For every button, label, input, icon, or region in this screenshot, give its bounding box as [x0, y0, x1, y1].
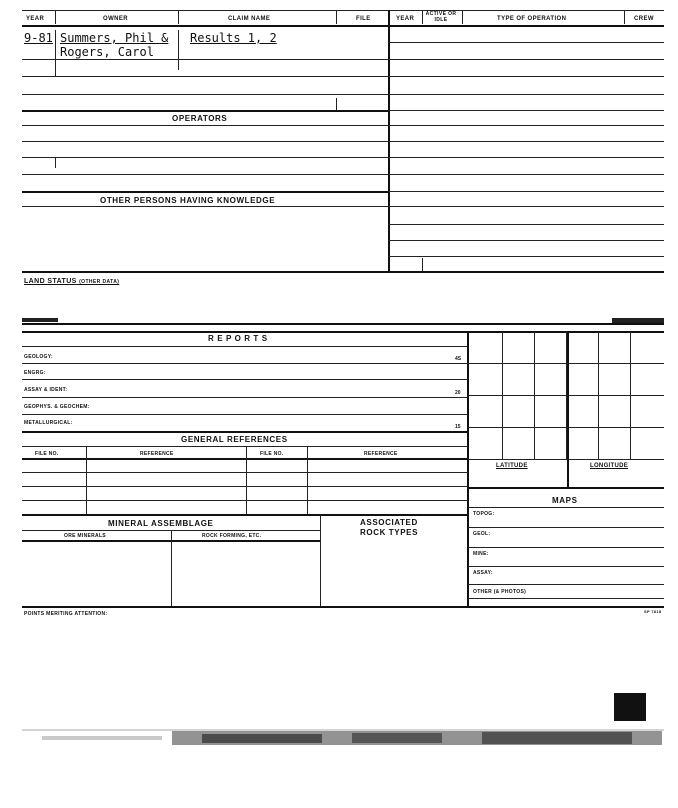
report-row-number: 15	[455, 424, 461, 430]
report-row-number: 20	[455, 390, 461, 396]
reports-right-divider	[467, 331, 469, 606]
latitude-label: LATITUDE	[496, 463, 528, 469]
points-meriting-attention-label: POINTS MERITING ATTENTION:	[24, 611, 108, 617]
land-status-sub-label: (OTHER DATA)	[79, 279, 120, 285]
entry-year: 9-81	[24, 31, 53, 45]
ref-header-file-no: FILE NO.	[35, 451, 59, 457]
reports-title: R E P O R T S	[208, 334, 268, 343]
ref-header-file-no-2: FILE NO.	[260, 451, 284, 457]
report-row-label: ASSAY & IDENT:	[24, 387, 68, 393]
report-row-number: 4S	[455, 356, 462, 362]
header-file: FILE	[356, 16, 371, 22]
maps-row-assay: ASSAY:	[473, 570, 493, 576]
header-crew: CREW	[634, 16, 654, 22]
report-row-label: GEOPHYS. & GEOCHEM:	[24, 404, 90, 410]
form-number: SP 7818	[644, 609, 662, 614]
entry-owner-line2: Rogers, Carol	[60, 45, 154, 59]
rock-forming-header: ROCK FORMING, ETC.	[202, 533, 262, 539]
mineral-assemblage-title: MINERAL ASSEMBLAGE	[108, 519, 214, 528]
entry-claim-name: Results 1, 2	[190, 31, 277, 45]
maps-row-topog: TOPOG:	[473, 511, 495, 517]
report-row-label: ENGRG:	[24, 370, 46, 376]
general-references-title: GENERAL REFERENCES	[181, 435, 288, 444]
header-year: YEAR	[26, 16, 45, 22]
maps-row-mine: MINE:	[473, 551, 489, 557]
maps-row-geol: GEOL:	[473, 531, 491, 537]
scan-mark-left	[22, 318, 58, 322]
scan-artifact-square	[614, 693, 646, 721]
entry-owner-line1: Summers, Phil &	[60, 31, 169, 45]
lower-table-bottom	[22, 606, 664, 608]
ore-minerals-header: ORE MINERALS	[64, 533, 106, 539]
other-persons-label: OTHER PERSONS HAVING KNOWLEDGE	[100, 196, 276, 205]
report-row-label: METALLURGICAL:	[24, 420, 73, 426]
operators-label: OPERATORS	[172, 114, 228, 123]
ref-header-reference: REFERENCE	[140, 451, 174, 457]
maps-row-other: OTHER (& PHOTOS)	[473, 589, 527, 595]
header-year-2: YEAR	[396, 16, 415, 22]
top-border	[22, 10, 664, 11]
top-table-bottom	[22, 271, 664, 273]
land-status-label: LAND STATUS	[24, 278, 77, 285]
associated-rock-types-line2: ROCK TYPES	[360, 528, 419, 537]
ref-header-reference-2: REFERENCE	[364, 451, 398, 457]
header-type-of-operation: TYPE OF OPERATION	[497, 16, 567, 22]
header-active-or-idle: ACTIVE OR IDLE	[425, 11, 457, 23]
header-owner: OWNER	[103, 16, 128, 22]
header-claim-name: CLAIM NAME	[228, 16, 271, 22]
scan-noise-band	[22, 727, 664, 749]
header-underline	[22, 25, 664, 27]
associated-rock-types-line1: ASSOCIATED	[360, 518, 418, 527]
maps-title: MAPS	[552, 496, 578, 505]
report-row-label: GEOLOGY:	[24, 354, 53, 360]
longitude-label: LONGITUDE	[590, 463, 629, 469]
